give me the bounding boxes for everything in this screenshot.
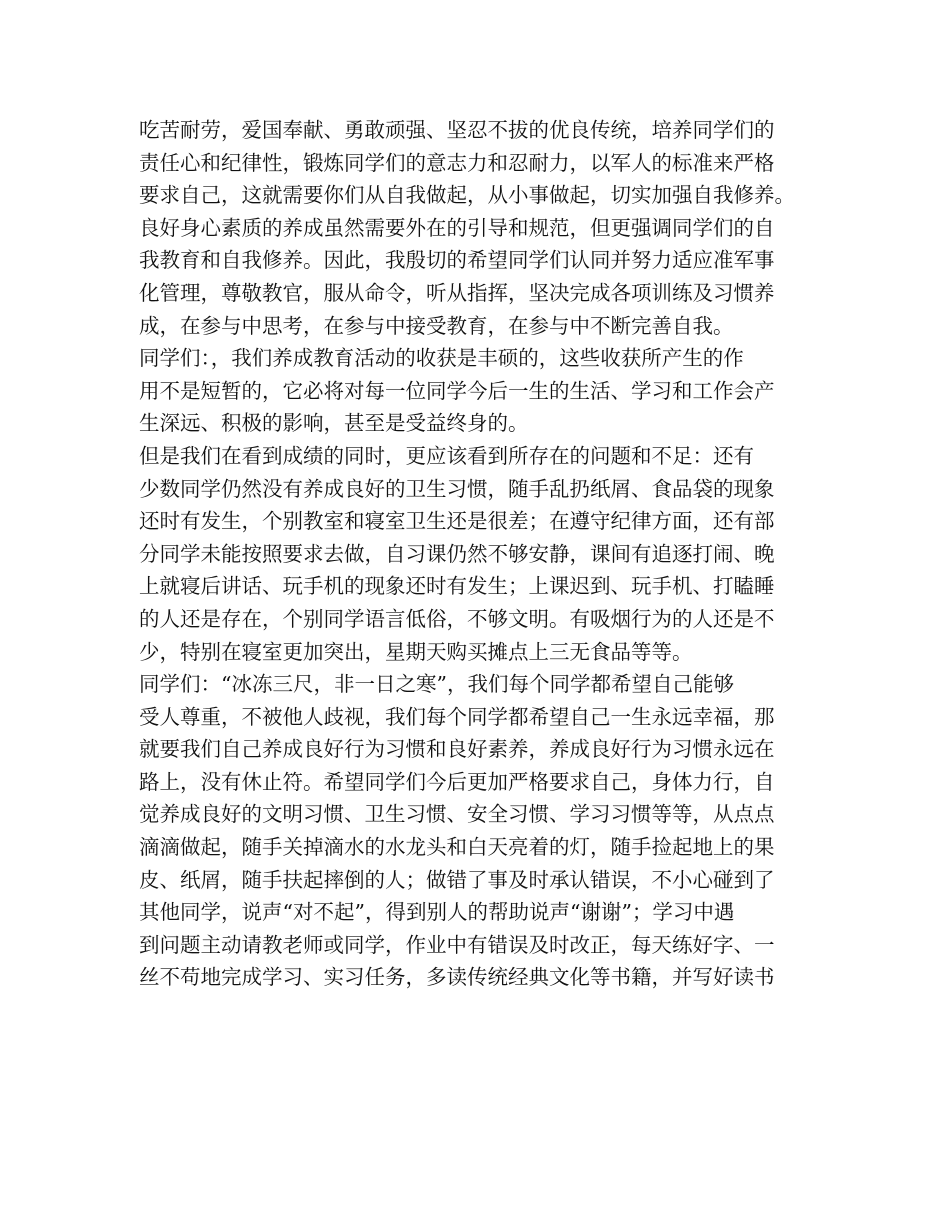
text-line: 滴滴做起，随手关掉滴水的水龙头和白天亮着的灯，随手捡起地上的果 (139, 835, 775, 860)
text-line: 少，特别在寝室更加突出，星期天购买摊点上三无食品等等。 (139, 639, 693, 664)
text-line: 少数同学仍然没有养成良好的卫生习惯，随手乱扔纸屑、食品袋的现象 (139, 476, 775, 501)
text-line: 其他同学，说声“对不起”，得到别人的帮助说声“谢谢”；学习中遇 (139, 900, 735, 925)
text-line: 良好身心素质的养成虽然需要外在的引导和规范，但更强调同学们的自 (139, 215, 775, 240)
body-text (139, 114, 839, 994)
text-line: 用不是短暂的，它必将对每一位同学今后一生的生活、学习和工作会产 (139, 378, 775, 403)
text-line: 吃苦耐劳，爱国奉献、勇敢顽强、坚忍不拔的优良传统，培养同学们的 (139, 118, 775, 142)
text-line: 要求自己，这就需要你们从自我做起，从小事做起，切实加强自我修养。 (139, 183, 795, 208)
text-line: 上就寝后讲话、玩手机的现象还时有发生；上课迟到、玩手机、打瞌睡 (139, 574, 775, 599)
text-line: 还时有发生，个别教室和寝室卫生还是很差；在遵守纪律方面，还有部 (139, 509, 775, 534)
text-line: 就要我们自己养成良好行为习惯和良好素养，养成良好行为习惯永远在 (139, 737, 775, 762)
text-line: 我教育和自我修养。因此，我殷切的希望同学们认同并努力适应准军事 (139, 248, 775, 273)
text-line: 的人还是存在，个别同学语言低俗，不够文明。有吸烟行为的人还是不 (139, 606, 775, 631)
text-line: 觉养成良好的文明习惯、卫生习惯、安全习惯、学习习惯等等，从点点 (139, 802, 775, 827)
text-line: 皮、纸屑，随手扶起摔倒的人；做错了事及时承认错误，不小心碰到了 (139, 867, 775, 892)
text-line: 成，在参与中思考，在参与中接受教育，在参与中不断完善自我。 (139, 313, 734, 338)
text-line: 丝不苟地完成学习、实习任务，多读传统经典文化等书籍，并写好读书 (139, 965, 775, 990)
text-line: 同学们：，我们养成教育活动的收获是丰硕的，这些收获所产生的作 (139, 346, 744, 371)
text-line: 路上，没有休止符。希望同学们今后更加严格要求自己，身体力行，自 (139, 769, 775, 794)
text-line: 受人尊重，不被他人歧视，我们每个同学都希望自己一生永远幸福，那 (139, 704, 775, 729)
text-line: 责任心和纪律性，锻炼同学们的意志力和忍耐力，以军人的标准来严格 (139, 150, 775, 175)
text-line: 同学们：“冰冻三尺，非一日之寒”，我们每个同学都希望自己能够 (139, 672, 734, 697)
text-line: 到问题主动请教老师或同学，作业中有错误及时改正，每天练好字、一 (139, 932, 775, 957)
text-line: 化管理，尊敬教官，服从命令，听从指挥，坚决完成各项训练及习惯养 (139, 280, 775, 305)
text-line: 分同学未能按照要求去做，自习课仍然不够安静，课间有追逐打闹、晚 (139, 541, 775, 566)
text-line: 但是我们在看到成绩的同时，更应该看到所存在的问题和不足：还有 (139, 443, 754, 468)
text-line: 生深远、积极的影响，甚至是受益终身的。 (139, 411, 529, 436)
